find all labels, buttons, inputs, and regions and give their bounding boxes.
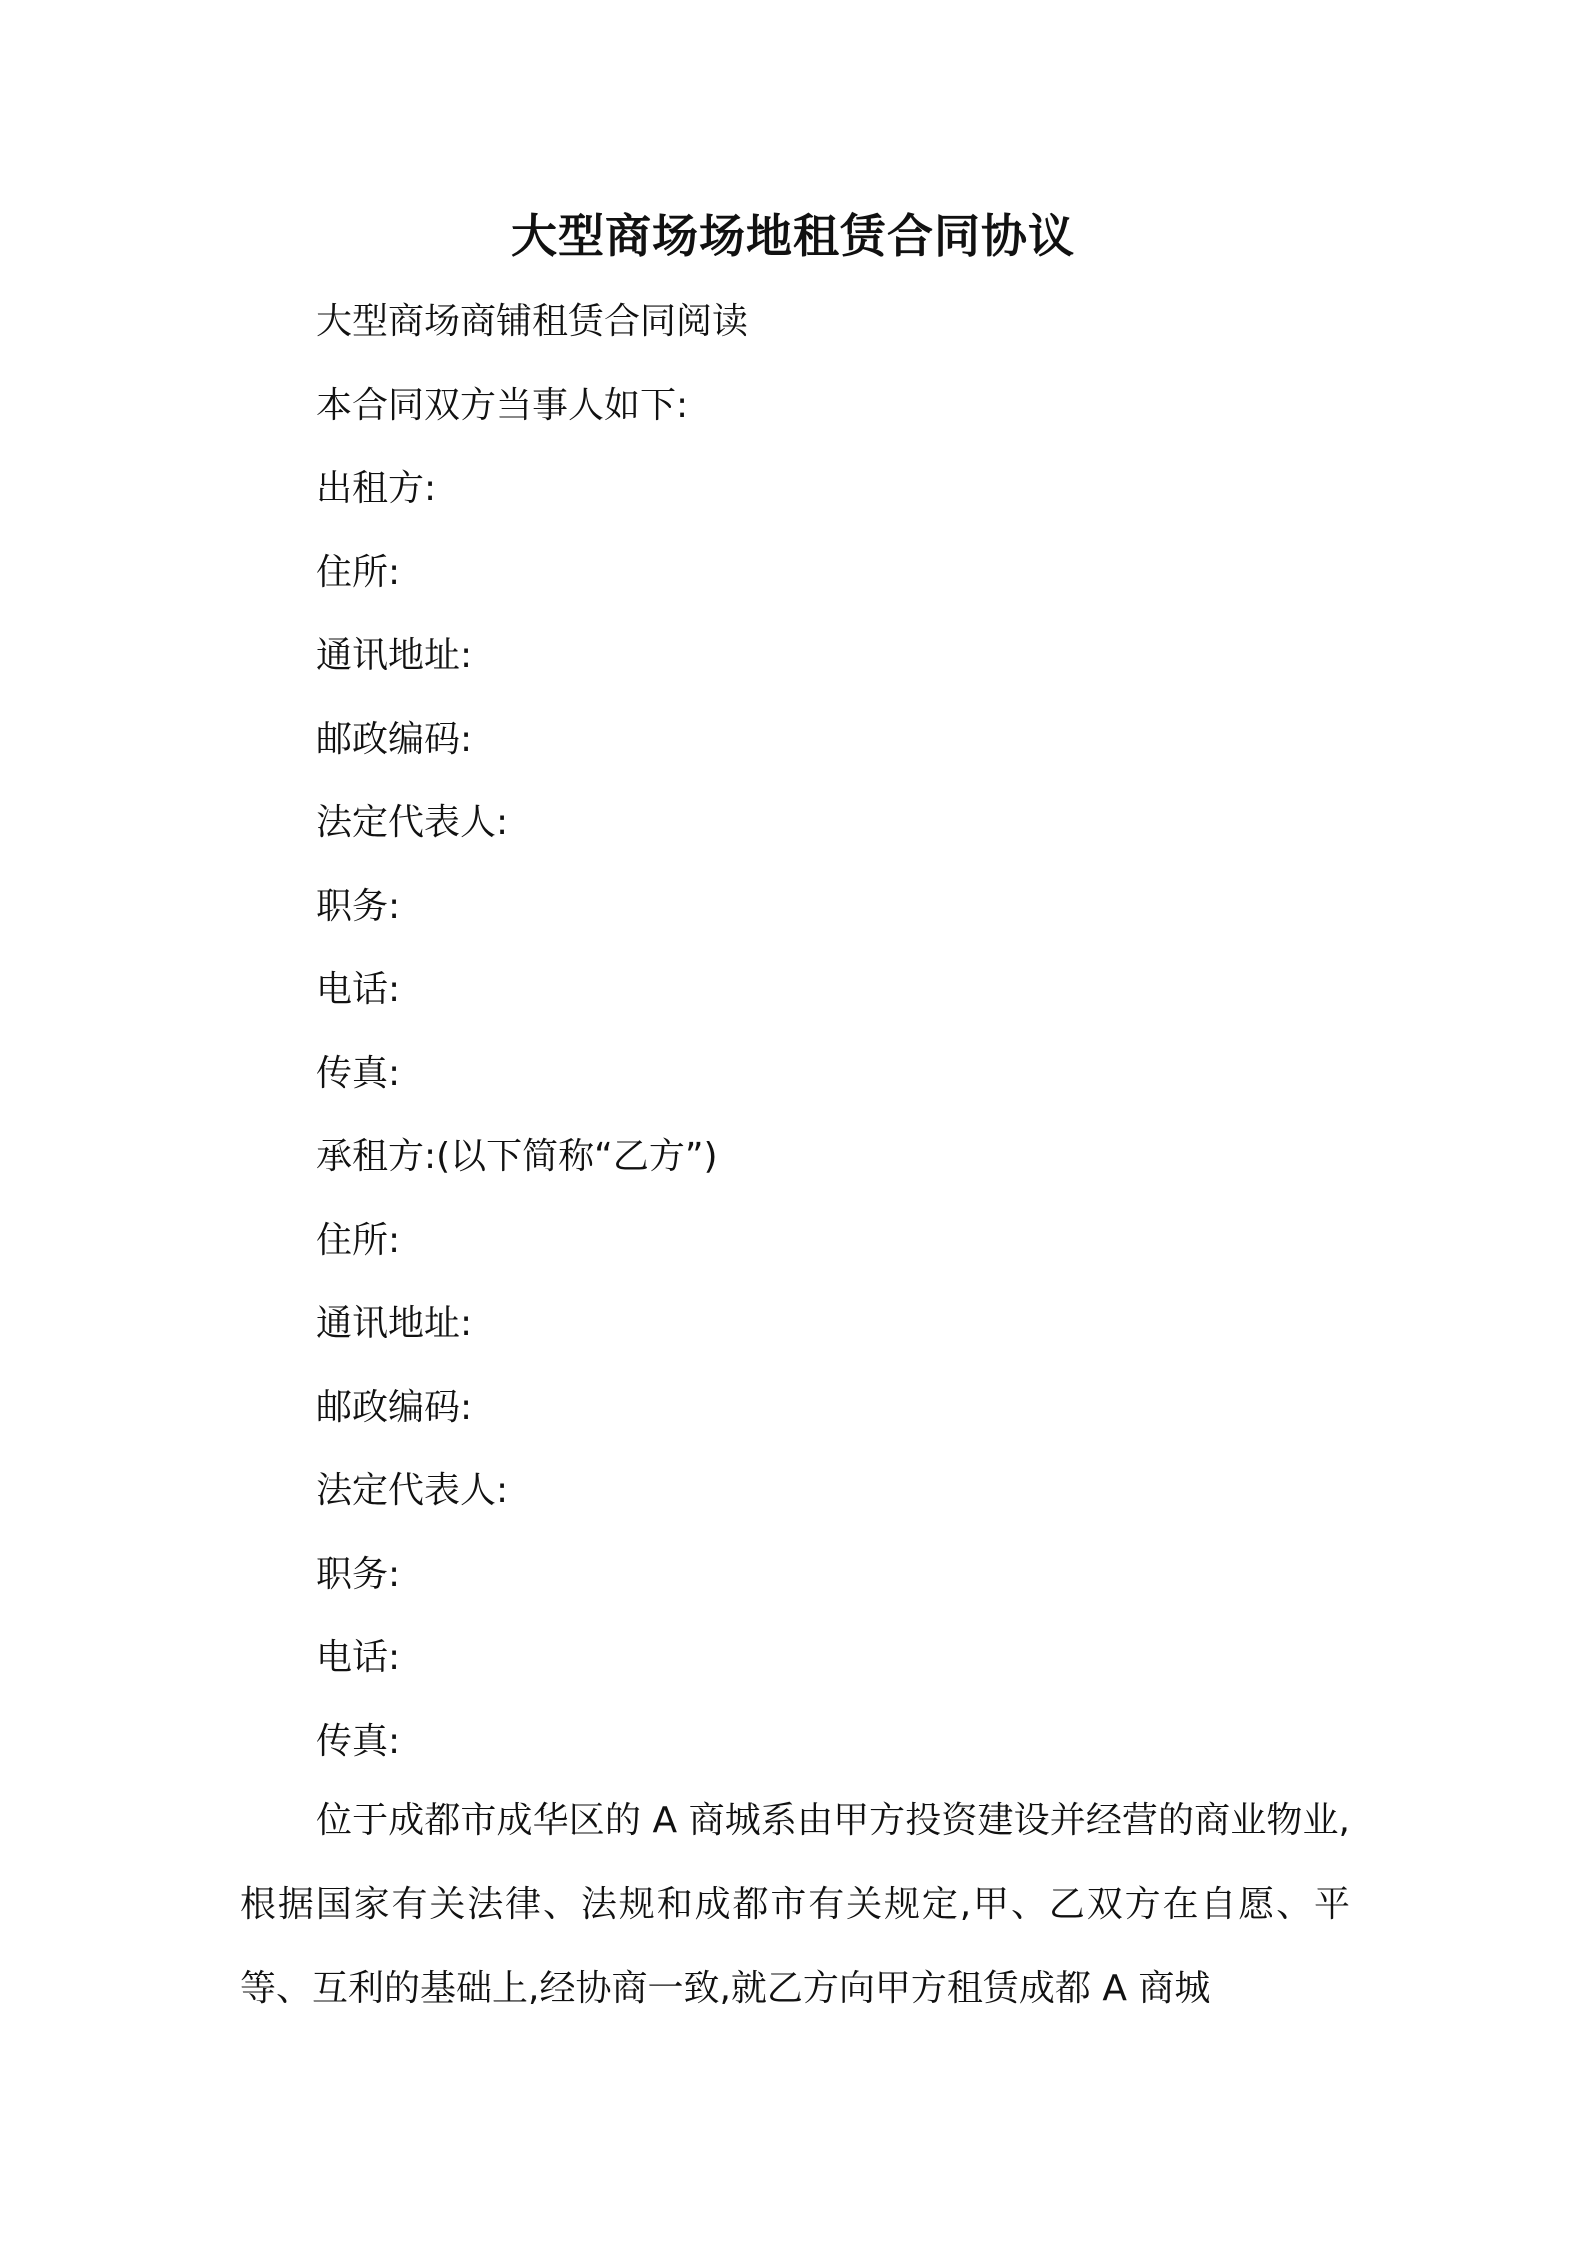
contract-preamble-paragraph: 位于成都市成华区的 A 商城系由甲方投资建设并经营的商业物业,根据国家有关法律、法规和成都市有关规定,甲、乙双方在自愿、平等、互利的基础上,经协商一致,就乙方向甲方租赁成都 A 商城 xyxy=(240,1800,1350,2009)
lessor-postal-code-label: 邮政编码: xyxy=(316,718,473,760)
lessee-fax-label: 传真: xyxy=(316,1720,401,1762)
intro-line: 大型商场商铺租赁合同阅读 xyxy=(316,301,749,342)
lessee-legal-representative-label: 法定代表人: xyxy=(316,1470,509,1511)
lessor-fax-label: 传真: xyxy=(316,1052,401,1094)
lessor-address-label: 住所: xyxy=(316,551,401,593)
lessee-address-label: 住所: xyxy=(316,1219,401,1261)
lessor-mailing-address-label: 通讯地址: xyxy=(316,635,473,676)
lessee-postal-code-label: 邮政编码: xyxy=(316,1386,473,1428)
lessee-phone-label: 电话: xyxy=(316,1637,401,1678)
lessee-label: 承租方:(以下简称“乙方”) xyxy=(316,1136,718,1177)
lessee-position-label: 职务: xyxy=(316,1553,401,1595)
document-title: 大型商场场地租赁合同协议 xyxy=(511,209,1075,263)
lessee-mailing-address-label: 通讯地址: xyxy=(316,1303,473,1344)
parties-intro-line: 本合同双方当事人如下: xyxy=(316,384,689,426)
lessor-position-label: 职务: xyxy=(316,885,401,927)
lessor-legal-representative-label: 法定代表人: xyxy=(316,802,509,843)
lessor-phone-label: 电话: xyxy=(316,969,401,1010)
document-body xyxy=(240,280,1350,2031)
lessor-label: 出租方: xyxy=(316,468,437,509)
